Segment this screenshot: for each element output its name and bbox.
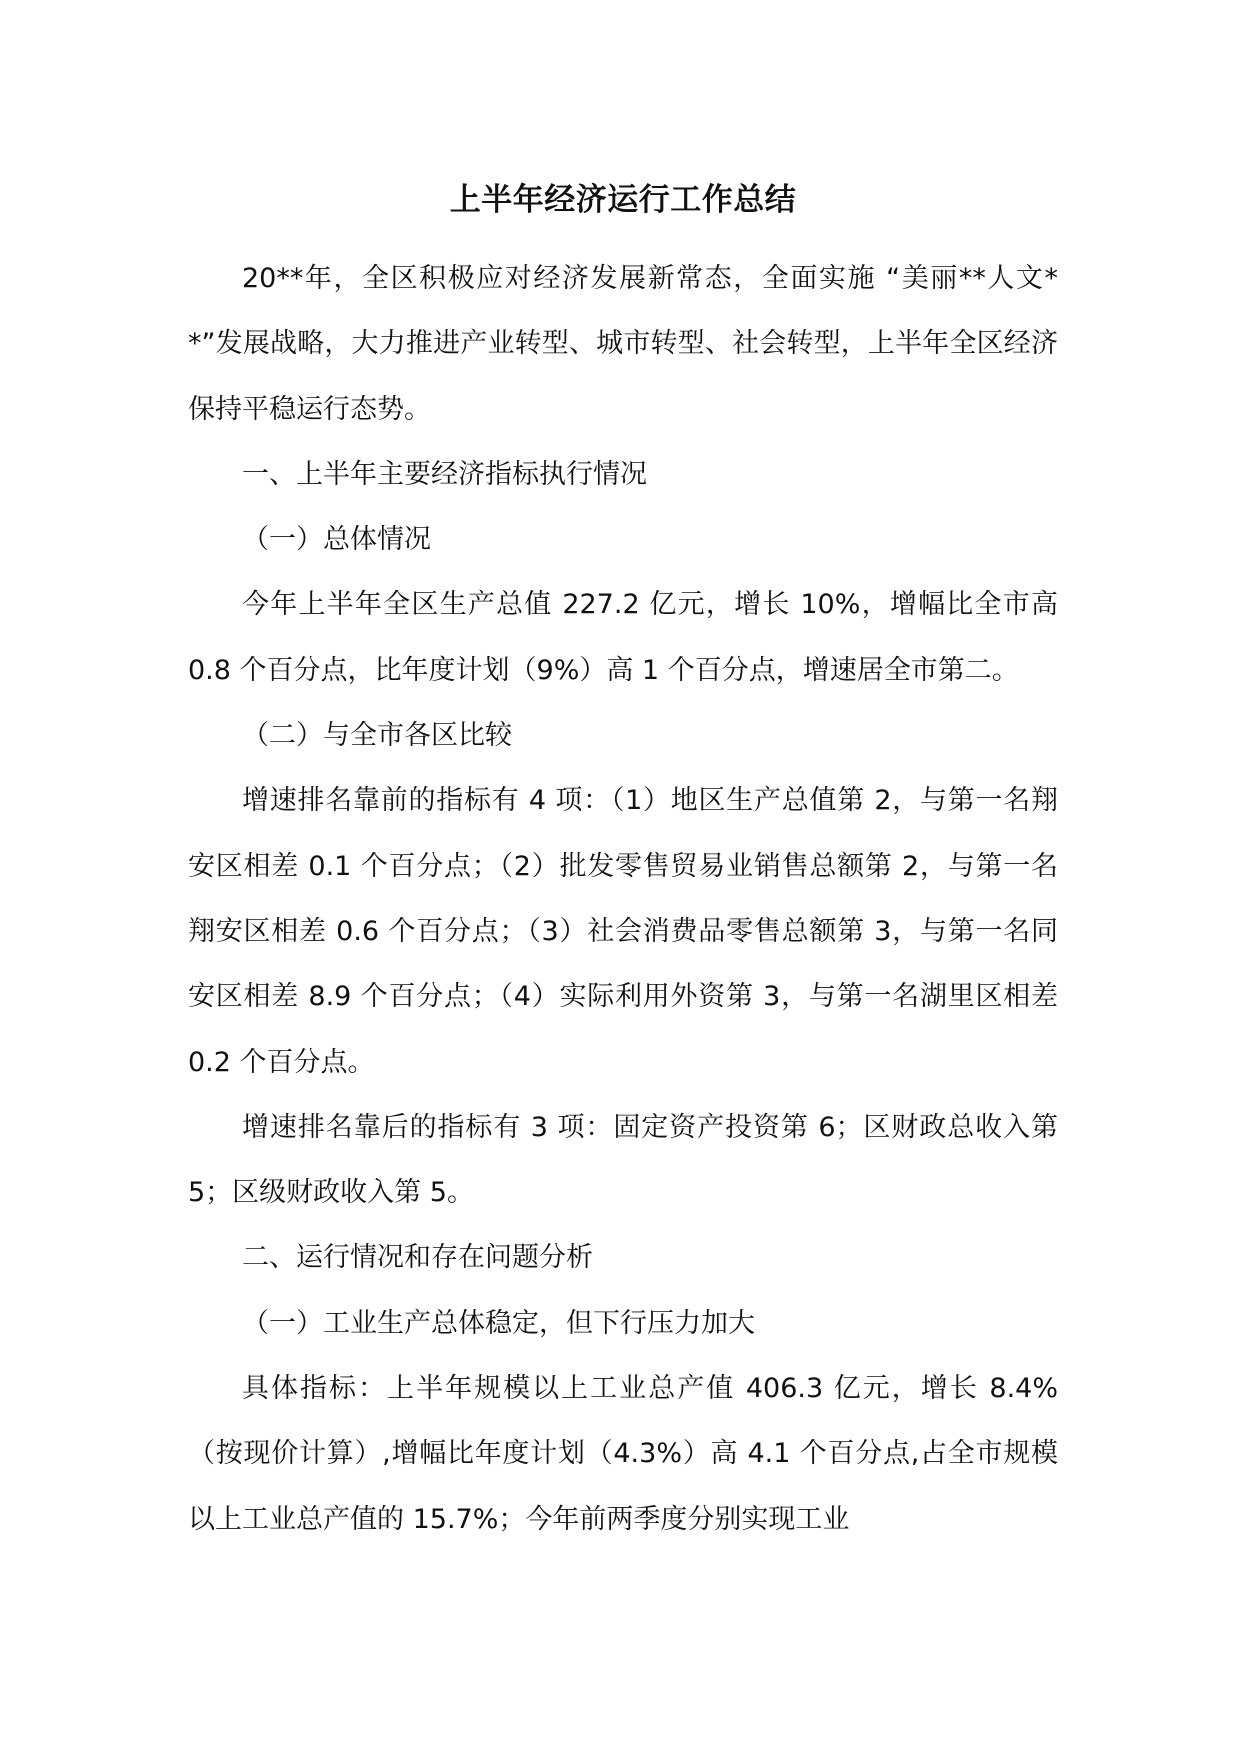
document-title: 上半年经济运行工作总结: [449, 182, 797, 218]
paragraph-industry-indicators: 具体指标：上半年规模以上工业总产值 406.3 亿元，增长 8.4%（按现价计算）,增幅比年度计划（4.3%）高 4.1 个百分点,占全市规模以上工业总产值的 15.7%；今年前两季度分别实现工业: [188, 1373, 1058, 1535]
subsection-heading-industry: （一）工业生产总体稳定，但下行压力加大: [242, 1307, 755, 1339]
paragraph-intro: 20**年，全区积极应对经济发展新常态，全面实施 “美丽**人文**”发展战略，大力推进产业转型、城市转型、社会转型，上半年全区经济保持平稳运行态势。: [188, 263, 1058, 425]
paragraph-leading-indicators: 增速排名靠前的指标有 4 项：（1）地区生产总值第 2，与第一名翔安区相差 0.1 个百分点；（2）批发零售贸易业销售总额第 2，与第一名翔安区相差 0.6 个百分点；（3）社会消费品零售总额第 3，与第一名同安区相差 8.9 个百分点；（4）实际利用外资第 3，与第一名湖里区相差 0.2 个百分点。: [188, 785, 1058, 1078]
document-page: [188, 172, 1058, 1552]
subsection-heading-comparison: （二）与全市各区比较: [242, 720, 512, 752]
subsection-heading-overall: （一）总体情况: [242, 524, 431, 556]
paragraph-lagging-indicators: 增速排名靠后的指标有 3 项：固定资产投资第 6；区财政总收入第 5；区级财政收入第 5。: [188, 1111, 1058, 1209]
paragraph-gdp: 今年上半年全区生产总值 227.2 亿元，增长 10%，增幅比全市高 0.8 个百分点，比年度计划（9%）高 1 个百分点，增速居全市第二。: [188, 589, 1058, 686]
section-heading-1: 一、上半年主要经济指标执行情况: [242, 458, 647, 490]
section-heading-2: 二、运行情况和存在问题分析: [242, 1242, 593, 1274]
